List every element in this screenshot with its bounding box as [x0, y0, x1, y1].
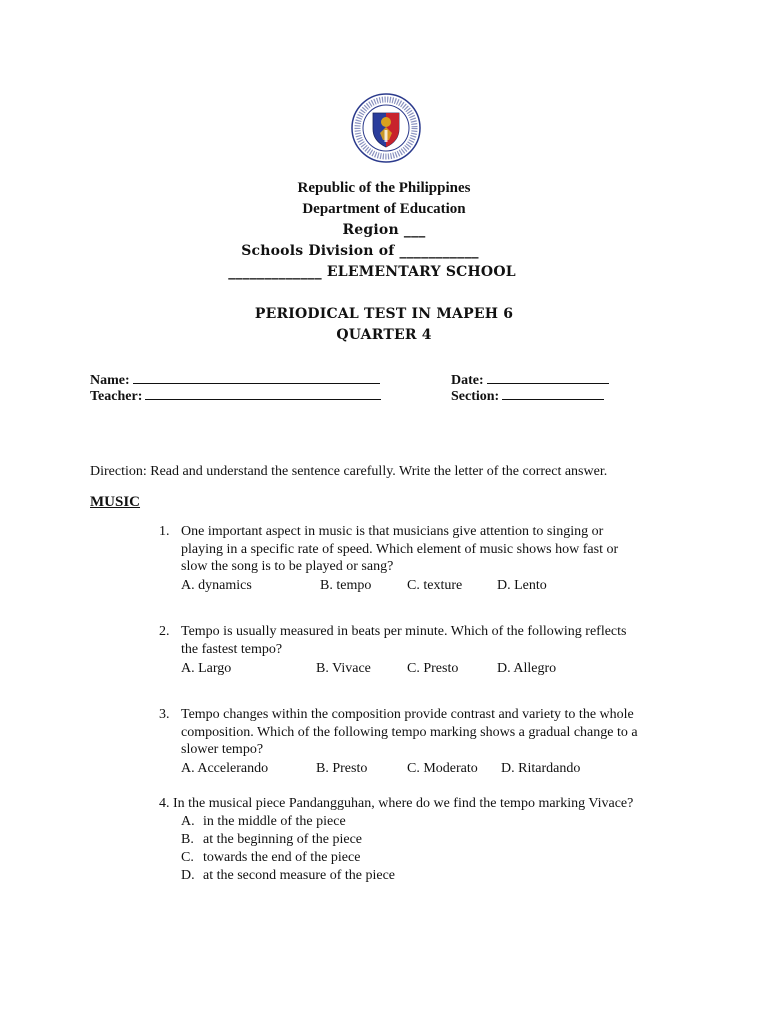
option-d[interactable]	[181, 867, 395, 885]
option-letter: A.	[181, 814, 195, 829]
option-b[interactable]: B. Vivace	[316, 661, 371, 676]
option-a[interactable]: A. Largo	[181, 661, 232, 676]
question-line: the fastest tempo?	[181, 641, 283, 657]
option-letter: D.	[181, 868, 195, 883]
option-d[interactable]: D. Ritardando	[501, 761, 581, 776]
option-b[interactable]: B. tempo	[320, 578, 372, 593]
direction-text: Direction: Read and understand the sentence carefully. Write the letter of the correct answer.	[90, 464, 608, 479]
option-c[interactable]: C. Moderato	[407, 761, 478, 776]
question-3	[159, 706, 699, 786]
question-line: playing in a specific rate of speed. Which element of music shows how fast or	[181, 541, 619, 557]
section-blank[interactable]	[502, 386, 604, 400]
question-text: In the musical piece Pandangguhan, where do we find the tempo marking Vivace?	[173, 796, 634, 811]
option-letter: C.	[181, 850, 194, 865]
question-text	[181, 523, 681, 576]
option-d[interactable]: D. Allegro	[497, 661, 557, 676]
date-label: Date:	[451, 373, 484, 388]
option-text: in the middle of the piece	[203, 814, 346, 829]
header-division: Schools Division of ___________	[241, 243, 479, 259]
question-number: 3.	[159, 707, 170, 722]
question-line: One important aspect in music is that musicians give attention to singing or	[181, 524, 604, 539]
option-a[interactable]: A. Accelerando	[181, 761, 269, 776]
option-a[interactable]: A. dynamics	[181, 578, 252, 593]
name-label: Name:	[90, 373, 130, 388]
option-b[interactable]	[181, 831, 362, 849]
option-text: at the second measure of the piece	[203, 868, 396, 883]
question-1	[159, 523, 699, 603]
section-label: Section:	[451, 389, 500, 404]
header-republic: Republic of the Philippines	[297, 180, 471, 196]
question-text	[181, 706, 681, 759]
option-d[interactable]: D. Lento	[497, 578, 547, 593]
option-text: towards the end of the piece	[203, 850, 361, 865]
teacher-blank[interactable]	[145, 386, 381, 400]
question-number: 1.	[159, 524, 170, 539]
test-title: PERIODICAL TEST IN MAPEH 6	[254, 306, 514, 322]
teacher-field	[90, 386, 381, 405]
option-c[interactable]: C. texture	[407, 578, 463, 593]
header-school: _____________ ELEMENTARY SCHOOL	[228, 264, 516, 280]
option-b[interactable]: B. Presto	[316, 761, 368, 776]
option-text: at the beginning of the piece	[203, 832, 362, 847]
option-letter: B.	[181, 832, 194, 847]
question-2	[159, 623, 699, 683]
teacher-label: Teacher:	[90, 389, 143, 404]
question-line: Tempo is usually measured in beats per minute. Which of the following reflects	[181, 624, 627, 639]
question-number: 4.	[159, 796, 170, 811]
question-line: slower tempo?	[181, 742, 264, 758]
option-c[interactable]: C. Presto	[407, 661, 459, 676]
quarter-label: QUARTER 4	[336, 327, 432, 343]
question-line: Tempo changes within the composition provide contrast and variety to the whole	[181, 707, 634, 722]
section-field	[451, 386, 604, 405]
deped-seal-icon	[351, 93, 421, 163]
date-blank[interactable]	[487, 370, 609, 384]
name-blank[interactable]	[133, 370, 380, 384]
option-a[interactable]	[181, 813, 346, 831]
question-line: composition. Which of the following tempo marking shows a gradual change to a	[181, 724, 638, 740]
header-region: Region ___	[342, 222, 426, 238]
question-number: 2.	[159, 624, 170, 639]
question-line: slow the song is to be played or sang?	[181, 559, 394, 575]
header-department: Department of Education	[302, 201, 466, 217]
section-heading-music: MUSIC	[90, 494, 141, 510]
option-c[interactable]	[181, 849, 360, 867]
question-text	[181, 623, 681, 658]
